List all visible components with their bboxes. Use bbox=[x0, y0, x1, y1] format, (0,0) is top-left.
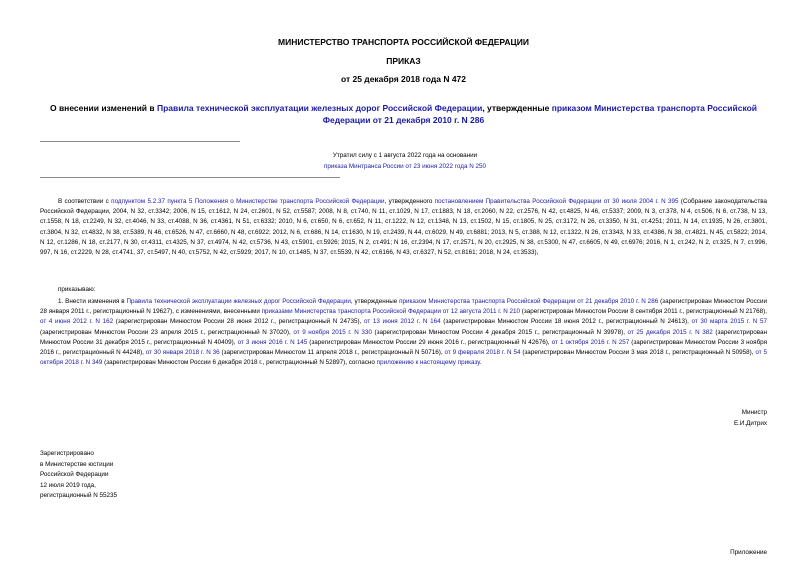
item1-link-order-257[interactable]: от 1 октября 2016 г. N 257 bbox=[551, 338, 630, 346]
order-date-number: от 25 декабря 2018 года N 472 bbox=[340, 74, 467, 84]
item1-text: (зарегистрирован Минюстом России 28 января 2011 г., регистрационный N 19627), с изменениями, внесенными bbox=[40, 298, 767, 316]
preamble-text-3: (Собрание законодательства Российской Федерации, 2004, N 32, ст.3342; 2006, N 15, ст.1612, N 24, ст.2601, N 52, ст.5587; 2008, N 8, ст.740, N 11, ст.1029, N 17, ст.1883, N 18, ст.2060, N 22, ст.2576, N 42, ст.4825, N 46, ст.5337; 2009, N 3, ст.378, N 4, ст.506, N 6, ст.738, N 13, ст.1558, N 18, ст.2249, N 32, ст.4046, N 33, ст.4088, N 36, ст.4361, N 51, ст.6332; 2010, N 6, ст.650, N 6, ст.652, N 11, ст.1222, N 12, ст.1348, N 13, ст.1502, N 15, ст.1805, N 25, ст.3172, N 26, ст.3350, N 31, ст.4251; 2011, N 14, ст.1935, N 26, ст.3801, ст.3804, N 32, ст.4832, N 38, ст.5389, N 46, ст.6526, N 47, ст.6660, N 48, ст.6922; 2012, N 6, ст.686, N 14, ст.1630, N 19, ст.2439, N 44, ст.6029, N 49, ст.6881; 2013, N 5, ст.388, N 12, ст.1322, N 26, ст.3343, N 33, ст.4386, N 38, ст.4821, N 45, ст.5822; 2014, N 12, ст.1286, N 18, ст.2177, N 30, ст.4311, ст.4325, N 37, ст.4974, N 42, ст.5736, N 43, ст.5901, ст.5926; 2015, N 2, ст.491; N 16, ст.2394, N 17, ст.2571, N 20, ст.2925, N 38, ст.5300, N 47, ст.6605, N 49, ст.6976; 2016, N 1, ст.242, N 2, ст.325, N 7, ст.996, 997, N 16, ст.2229, N 28, ст.4741, 37, ст.5497, N 40, ст.5752, N 42, ст.5929; 2017, N 10, ст.1485, N 37, ст.5539, N 42, ст.6166, N 43, ст.6327, N 52, ст.8161; 2018, N 24, ст.3533), bbox=[40, 198, 767, 257]
item1-link-order-57[interactable]: от 30 марта 2015 г. N 57 bbox=[691, 318, 768, 326]
document-title bbox=[40, 102, 767, 126]
preamble-link-resolution[interactable]: постановлением Правительства Российской Федерации от 30 июля 2004 г. N 395 bbox=[434, 198, 679, 205]
item1-text: (зарегистрирован Минюстом России 6 декабря 2018 г., регистрационный N 52897), согласно bbox=[102, 359, 377, 367]
item1-text: 1. Внести изменения в bbox=[58, 298, 127, 305]
status-note-text: Утратил силу с 1 августа 2022 года на основании bbox=[332, 152, 478, 159]
item1-text: (зарегистрирован Минюстом России 23 апреля 2015 г., регистрационный N 37020), bbox=[40, 328, 294, 336]
item1-text: , утвержденные bbox=[350, 298, 400, 305]
item1-link-order-330[interactable]: от 9 ноября 2015 г. N 330 bbox=[293, 328, 372, 336]
divider-top bbox=[40, 141, 240, 142]
item1-link-order-54[interactable]: от 9 февраля 2018 г. N 54 bbox=[444, 349, 521, 357]
registration-block bbox=[40, 449, 117, 502]
ministry-heading: МИНИСТЕРСТВО ТРАНСПОРТА РОССИЙСКОЙ ФЕДЕРАЦИИ bbox=[278, 37, 529, 47]
item1-link-order-145[interactable]: от 3 июня 2016 г. N 145 bbox=[237, 338, 308, 346]
item1-text: (зарегистрирован Минюстом России 29 июня 2016 г., регистрационный N 42676), bbox=[307, 338, 552, 346]
signature-block bbox=[734, 408, 767, 429]
appendix-label: Приложение bbox=[730, 549, 767, 556]
title-text-2: , утвержденные bbox=[482, 103, 552, 113]
item1-text: (зарегистрирован Минюстом 11 апреля 2018 г., регистрационный N 50716), bbox=[219, 349, 445, 357]
item1-link-order-382[interactable]: от 25 декабря 2015 г. N 382 bbox=[627, 328, 713, 336]
signer-position: Министр bbox=[741, 409, 767, 416]
item1-text: . bbox=[479, 359, 482, 367]
item1-text: (зарегистрирован Минюстом России 28 июня 2012 г., регистрационный N 24735), bbox=[113, 318, 364, 326]
item1-text: (зарегистрирован Минюстом России 18 июня 2012 г., регистрационный N 24613), bbox=[440, 318, 692, 326]
status-note-link[interactable]: приказа Минтранса России от 23 июня 2022 года N 250 bbox=[323, 163, 487, 170]
item1-link-order-286[interactable]: приказом Министерства транспорта Российской Федерации от 21 декабря 2010 г. N 286 bbox=[399, 298, 659, 305]
registration-line: регистрационный N 55235 bbox=[40, 492, 118, 499]
item1-link-order-36[interactable]: от 30 января 2018 г. N 36 bbox=[145, 349, 220, 357]
order-word-text: приказываю: bbox=[58, 286, 96, 293]
status-note bbox=[220, 150, 590, 172]
item1-link-appendix[interactable]: приложению к настоящему приказу bbox=[376, 359, 480, 367]
preamble-text-1: В соответствии с bbox=[58, 198, 112, 205]
item1-text: (зарегистрирован Минюстом России 8 сентября 2011 г., регистрационный N 21768), bbox=[520, 308, 768, 316]
item1-text: (зарегистрирован Минюстом России 3 ноября 2016 г., регистрационный N 44248), bbox=[40, 338, 768, 357]
item1-text: (зарегистрирован Минюстом России 31 декабря 2015 г., регистрационный N 40409), bbox=[40, 328, 767, 346]
registration-line: Российской Федерации bbox=[40, 471, 109, 478]
item-1-paragraph bbox=[40, 297, 767, 368]
registration-line: в Министерстве юстиции bbox=[40, 460, 114, 468]
registration-line: Зарегистрировано bbox=[40, 450, 94, 457]
title-text-1: О внесении изменений в bbox=[49, 103, 157, 113]
item1-link-rules[interactable]: Правила технической эксплуатации железных дорог Российской Федерации bbox=[126, 298, 351, 305]
item1-text: (зарегистрирован Минюстом России 3 мая 2018 г., регистрационный N 50958), bbox=[520, 349, 756, 357]
divider-bottom bbox=[40, 177, 340, 178]
title-link-order-286[interactable]: приказом Министерства транспорта Российской Федерации от 21 декабря 2010 г. N 286 bbox=[322, 103, 757, 125]
doc-type-heading: ПРИКАЗ bbox=[386, 56, 421, 66]
item1-link-order-164[interactable]: от 13 июня 2012 г. N 164 bbox=[364, 318, 441, 326]
title-link-rules[interactable]: Правила технической эксплуатации железных дорог Российской Федерации bbox=[156, 103, 483, 113]
registration-line: 12 июля 2019 года, bbox=[40, 481, 96, 489]
preamble-paragraph bbox=[40, 197, 767, 258]
item1-link-order-349[interactable]: от 5 октября 2018 г. N 349 bbox=[40, 349, 767, 367]
item1-text: (зарегистрирован Минюстом России 4 декабря 2015 г., регистрационный N 39978), bbox=[371, 328, 628, 336]
item1-link-order-162[interactable]: от 4 июня 2012 г. N 162 bbox=[40, 318, 114, 326]
item1-link-order-210[interactable]: приказами Министерства транспорта Российской Федерации от 12 августа 2011 г. N 210 bbox=[261, 308, 521, 316]
signer-name: Е.И.Дитрих bbox=[733, 419, 767, 427]
preamble-text-2: , утвержденного bbox=[384, 198, 435, 205]
preamble-link-regulation[interactable]: подпунктом 5.2.37 пункта 5 Положения о Министерстве транспорта Российской Федерации bbox=[111, 198, 385, 205]
order-word bbox=[40, 285, 767, 295]
